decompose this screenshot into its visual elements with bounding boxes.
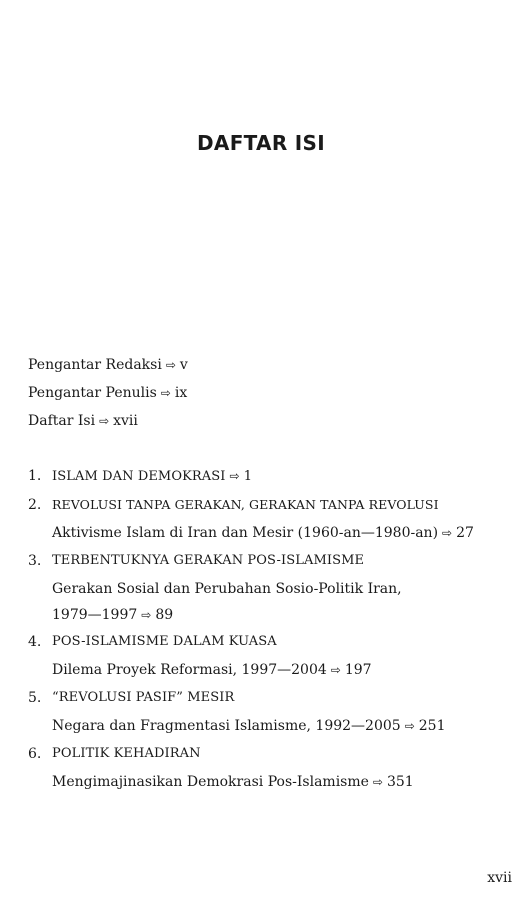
arrow-right-icon: ⇨: [165, 358, 176, 372]
chapter-number: 4.: [28, 634, 42, 650]
chapter-page: 89: [155, 607, 174, 623]
chapter-number: 5.: [28, 690, 42, 706]
toc-entry-pengantar-penulis: [28, 384, 187, 402]
page-number: xvii: [487, 870, 512, 886]
arrow-right-icon: ⇨: [404, 719, 415, 733]
chapter-subtitle-3-cont: [52, 606, 173, 624]
chapter-page: 1: [243, 469, 253, 484]
chapter-title-2: REVOLUSI TANPA GERAKAN, GERAKAN TANPA REVOLUSI: [52, 497, 439, 512]
toc-entry-label: Daftar Isi: [28, 413, 96, 429]
arrow-right-icon: ⇨: [229, 469, 240, 483]
chapter-subtitle-5: [52, 717, 445, 735]
chapter-subtitle-2: [52, 524, 474, 542]
arrow-right-icon: ⇨: [442, 526, 453, 540]
chapter-number: 6.: [28, 746, 42, 762]
chapter-subtitle-3: Gerakan Sosial dan Perubahan Sosio-Politik Iran,: [52, 581, 402, 597]
chapter-subtitle: Negara dan Fragmentasi Islamisme, 1992—2005: [52, 718, 401, 734]
toc-entry-page: xvii: [113, 413, 138, 429]
chapter-title-1: [52, 467, 252, 486]
toc-entry-pengantar-redaksi: [28, 356, 188, 374]
arrow-right-icon: ⇨: [141, 608, 152, 622]
toc-entry-page: ix: [174, 385, 188, 401]
page-title: DAFTAR ISI: [197, 131, 325, 155]
toc-entry-page: v: [179, 357, 188, 373]
chapter-subtitle-6: [52, 773, 414, 791]
chapter-number: 1.: [28, 468, 42, 484]
chapter-page: 351: [386, 774, 414, 790]
chapter-title-5: “REVOLUSI PASIF” MESIR: [52, 690, 235, 705]
toc-entry-daftar-isi: [28, 412, 138, 430]
chapter-title: ISLAM DAN DEMOKRASI: [52, 469, 226, 484]
chapter-subtitle-4: [52, 661, 372, 679]
chapter-subtitle: Dilema Proyek Reformasi, 1997—2004: [52, 662, 327, 678]
chapter-subtitle-years: 1979—1997: [52, 607, 138, 623]
chapter-title-6: POLITIK KEHADIRAN: [52, 746, 201, 761]
toc-entry-label: Pengantar Penulis: [28, 385, 157, 401]
chapter-title-3: TERBENTUKNYA GERAKAN POS-ISLAMISME: [52, 553, 365, 568]
chapter-number: 3.: [28, 553, 42, 569]
chapter-title-4: POS-ISLAMISME DALAM KUASA: [52, 634, 277, 649]
toc-entry-label: Pengantar Redaksi: [28, 357, 162, 373]
arrow-right-icon: ⇨: [330, 663, 341, 677]
chapter-page: 251: [418, 718, 446, 734]
arrow-right-icon: ⇨: [99, 414, 110, 428]
chapter-subtitle: Mengimajinasikan Demokrasi Pos-Islamisme: [52, 774, 369, 790]
chapter-subtitle: Aktivisme Islam di Iran dan Mesir (1960-an—1980-an): [52, 525, 439, 541]
arrow-right-icon: ⇨: [372, 775, 383, 789]
chapter-page: 27: [456, 525, 474, 541]
chapter-number: 2.: [28, 497, 42, 513]
chapter-page: 197: [344, 662, 372, 678]
arrow-right-icon: ⇨: [160, 386, 171, 400]
